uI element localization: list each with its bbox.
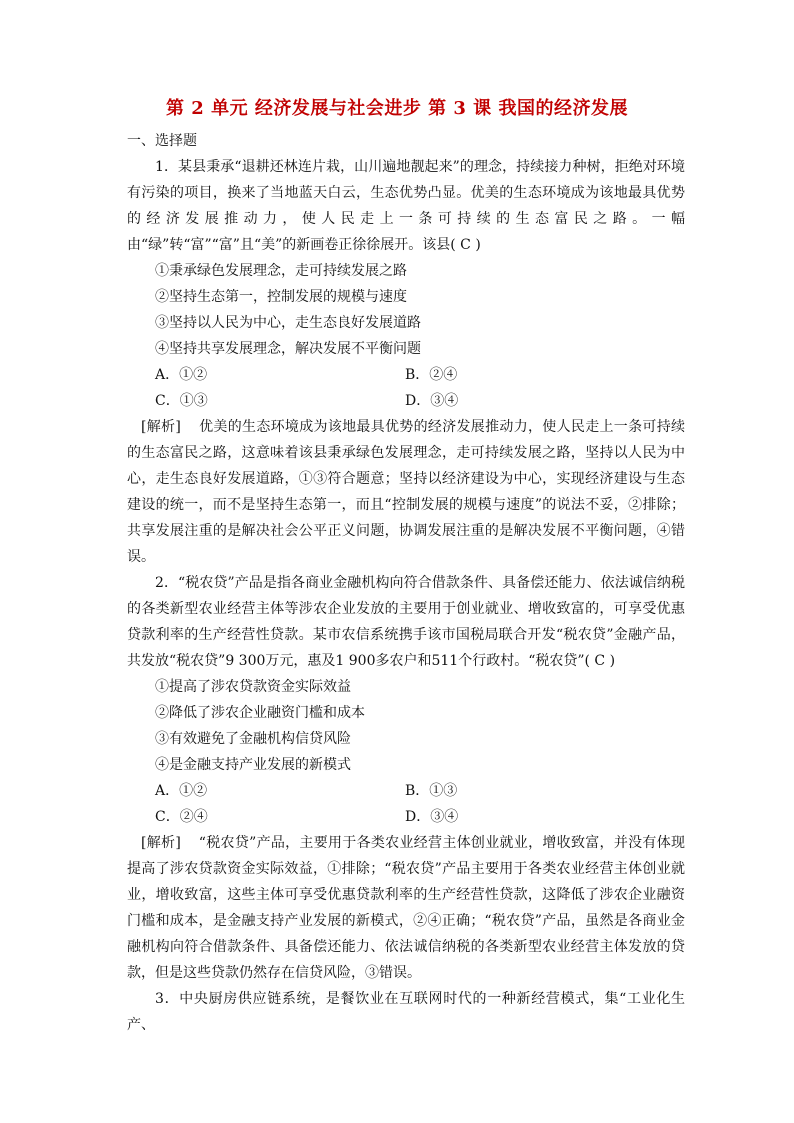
statement-option: ③有效避免了金融机构信贷风险	[155, 731, 351, 747]
analysis-text: “税农贷”产品，主要用于各类农业经营主体创业就业，增收致富，并没有体现提高了涉农贷款资金实际效益，①排除；“税农贷”产品主要用于各类农业经营主体创业就业，增收致富，这些主体可享受优惠贷款利率的生产经营性贷款，这降低了涉农企业融资门槛和成本，是金融支持产业发展的新模式，②④正确；“税农贷”产品，虽然是各商业金融机构向符合借款条件、具备偿还能力、依法诚信纳税的各类新型农业经营主体发放的贷款，但是这些贷款仍然存在信贷风险，③错误。	[127, 835, 685, 981]
answer-choice-d: D．③④	[405, 393, 459, 409]
answer-choice-c: C．①③	[155, 393, 208, 409]
answer-choice-c: C．②④	[155, 809, 208, 825]
analysis-label: [解析]	[141, 835, 181, 851]
statement-option: ①提高了涉农贷款资金实际效益	[155, 679, 351, 695]
section-heading: 一、选择题	[127, 133, 197, 149]
answer-choice-b: B．①③	[405, 783, 458, 799]
statement-option: ③坚持以人民为中心，走生态良好发展道路	[155, 315, 421, 331]
analysis-text: 优美的生态环境成为该地最具优势的经济发展推动力，使人民走上一条可持续的生态富民之路，这意味着该县秉承绿色发展理念，走可持续发展之路，坚持以人民为中心，走生态良好发展道路，①③符合题意；坚持以经济建设为中心，实现经济建设与生态建设的统一，而不是坚持生态第一，而且“控制发展的规模与速度”的说法不妥，②排除；共享发展注重的是解决社会公平正义问题，协调发展注重的是解决发展不平衡问题，④错误。	[127, 419, 685, 565]
question-stem: 1．某县秉承“退耕还林连片栽，山川遍地靓起来”的理念，持续接力种树，拒绝对环境有污染的项目，换来了当地蓝天白云，生态优势凸显。优美的生态环境成为该地最具优势的经济发展推动力，使人民走上一条可持续的生态富民之路。一幅由“绿”转“富”“富”且“美”的新画卷正徐徐展开。该县( C )	[127, 159, 685, 253]
analysis-paragraph	[127, 830, 685, 986]
document-body	[127, 128, 685, 1038]
statement-option: ②坚持生态第一，控制发展的规模与速度	[155, 289, 407, 305]
question-3	[127, 986, 685, 1038]
statement-option: ④是金融支持产业发展的新模式	[155, 757, 351, 773]
page-title: 第 2 单元 经济发展与社会进步 第 3 课 我国的经济发展	[166, 98, 628, 119]
question-1	[127, 154, 685, 570]
answer-choice-b: B．②④	[405, 367, 458, 383]
statement-option: ④坚持共享发展理念，解决发展不平衡问题	[155, 341, 421, 357]
answer-choice-a: A．①②	[155, 783, 208, 799]
answer-choice-a: A．①②	[155, 367, 208, 383]
analysis-label: [解析]	[141, 419, 181, 435]
question-2	[127, 570, 685, 986]
statement-option: ②降低了涉农企业融资门槛和成本	[155, 705, 365, 721]
statement-option: ①秉承绿色发展理念，走可持续发展之路	[155, 263, 407, 279]
analysis-paragraph	[127, 414, 685, 570]
question-stem: 2．“税农贷”产品是指各商业金融机构向符合借款条件、具备偿还能力、依法诚信纳税的各类新型农业经营主体等涉农企业发放的主要用于创业就业、增收致富的，可享受优惠贷款利率的生产经营性贷款。某市农信系统携手该市国税局联合开发“税农贷”金融产品，共发放“税农贷”9 300万元，惠及1 900多农户和511个行政村。“税农贷”( C )	[127, 575, 685, 669]
question-stem: 3．中央厨房供应链系统，是餐饮业在互联网时代的一种新经营模式，集“工业化生产、	[127, 991, 685, 1033]
answer-choices	[127, 362, 685, 414]
answer-choices	[127, 778, 685, 830]
answer-choice-d: D．③④	[405, 809, 459, 825]
